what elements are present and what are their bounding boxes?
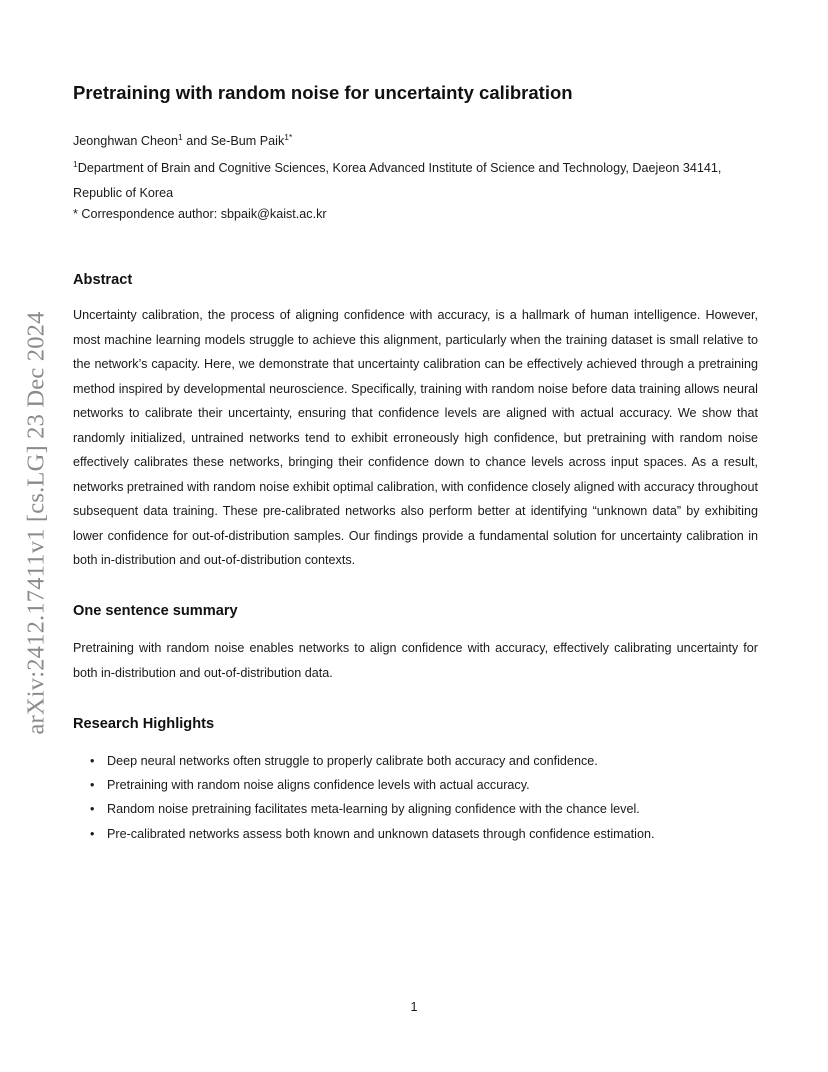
highlight-text: Pre-calibrated networks assess both known and unknown datasets through confidence estimation. xyxy=(107,826,655,841)
author-affiliation-mark: 1 xyxy=(178,132,183,142)
bullet-marker: • xyxy=(90,754,95,768)
bullet-marker: • xyxy=(90,778,95,793)
affiliation xyxy=(73,156,758,205)
highlight-item xyxy=(73,749,758,773)
summary-text: Pretraining with random noise enables networks to align confidence with accuracy, effectively calibrating uncertainty for both in-distribution and out-of-distribution data. xyxy=(73,641,758,680)
correspondence-line: * Correspondence author: sbpaik@kaist.ac.kr xyxy=(73,207,327,221)
highlight-item xyxy=(73,773,758,797)
arxiv-identifier-text: arXiv:2412.17411v1 [cs.LG] 23 Dec 2024 xyxy=(23,310,51,735)
arxiv-identifier-stamp xyxy=(16,285,58,760)
page-number: 1 xyxy=(410,1000,418,1014)
highlight-text: Deep neural networks often struggle to properly calibrate both accuracy and confidence. xyxy=(107,754,598,768)
abstract-text: Uncertainty calibration, the process of aligning confidence with accuracy, is a hallmark of human intelligence. However, most machine learning models struggle to achieve this alignment, particularly when the training dataset is small relative to the network’s capacity. Here, we demonstrate that uncertainty calibration can be effectively achieved through a pretraining method inspired by developmental neuroscience. Specifically, training with random noise before data training allows neural networks to calibrate their uncertainty, ensuring that confidence levels are aligned with actual accuracy. We show that randomly initialized, untrained networks tend to exhibit erroneously high confidence, but pretraining with random noise effectively calibrates these networks, bringing their confidence down to chance levels across input spaces. As a result, networks pretrained with random noise exhibit optimal calibration, with confidence closely aligned with accuracy throughout subsequent data training. These pre-calibrated networks also perform better at identifying “unknown data” by exhibiting lower confidence for out-of-distribution samples. Our findings provide a fundamental solution for uncertainty calibration in both in-distribution and out-of-distribution contexts. xyxy=(73,308,758,567)
highlight-item xyxy=(73,822,758,846)
highlight-item xyxy=(73,797,758,821)
abstract-heading: Abstract xyxy=(73,272,133,288)
author-line xyxy=(73,132,292,150)
highlight-text: Random noise pretraining facilitates meta-learning by aligning confidence with the chance level. xyxy=(107,802,640,817)
summary-heading: One sentence summary xyxy=(73,603,238,619)
paper-title: Pretraining with random noise for uncertainty calibration xyxy=(73,82,573,103)
highlight-text: Pretraining with random noise aligns confidence levels with actual accuracy. xyxy=(107,778,530,793)
author-name-paik: Se-Bum Paik xyxy=(210,134,285,148)
author-affiliation-mark: 1* xyxy=(284,132,293,142)
affiliation-text: Department of Brain and Cognitive Sciences, Korea Advanced Institute of Science and Technology, Daejeon 34141, Republic of Korea xyxy=(73,161,722,200)
highlights-list xyxy=(73,749,758,846)
author-joiner: and xyxy=(182,134,211,148)
highlights-heading: Research Highlights xyxy=(73,716,215,732)
affiliation-mark: 1 xyxy=(73,159,78,169)
author-name-cheon: Jeonghwan Cheon xyxy=(73,134,179,148)
bullet-marker: • xyxy=(90,826,95,841)
bullet-marker: • xyxy=(90,802,95,817)
